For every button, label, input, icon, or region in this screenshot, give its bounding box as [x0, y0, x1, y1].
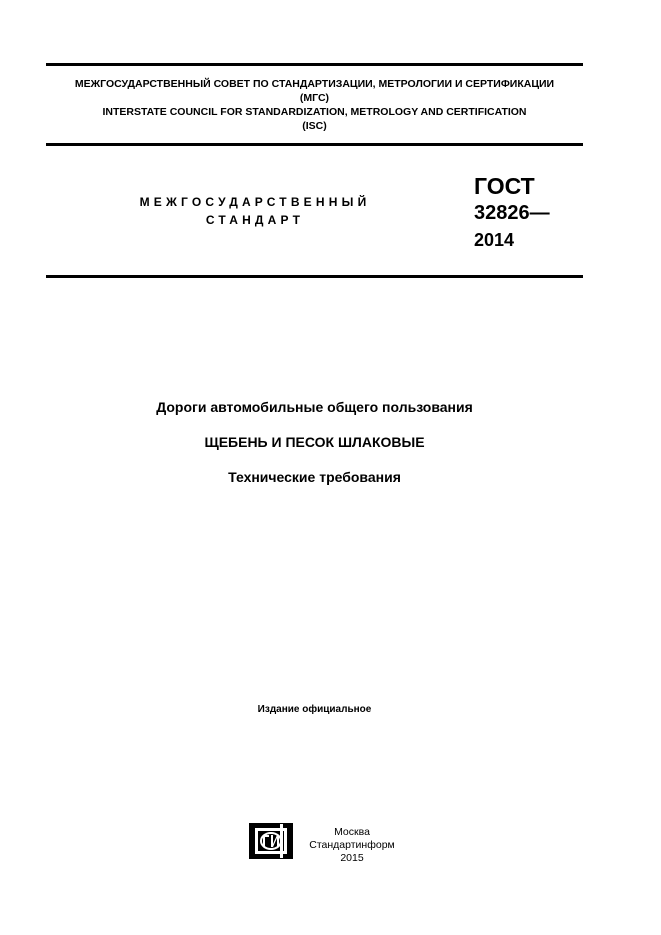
council-name-en: INTERSTATE COUNCIL FOR STANDARDIZATION, METROLOGY AND CERTIFICATION — [102, 106, 527, 118]
document-main-title: ЩЕБЕНЬ И ПЕСОК ШЛАКОВЫЕ — [204, 434, 425, 450]
top-rule — [46, 63, 583, 66]
document-subtitle: Технические требования — [228, 469, 401, 485]
publisher-year: 2015 — [340, 852, 364, 864]
edition-label: Издание официальное — [257, 704, 372, 715]
document-field-title: Дороги автомобильные общего пользования — [156, 399, 473, 415]
gost-label: ГОСТ — [474, 173, 535, 199]
gost-year: 2014 — [474, 230, 515, 250]
standard-type-line2: СТАНДАРТ — [205, 213, 305, 227]
council-abbr-ru: (МГС) — [299, 92, 330, 104]
council-abbr-en: (ISC) — [302, 120, 327, 132]
publisher-info — [300, 826, 404, 865]
publisher-name: Стандартинформ — [309, 839, 395, 851]
council-name-ru: МЕЖГОСУДАРСТВЕННЫЙ СОВЕТ ПО СТАНДАРТИЗАЦИИ, МЕТРОЛОГИИ И СЕРТИФИКАЦИИ — [74, 78, 555, 90]
standard-designation — [474, 173, 550, 254]
standartinform-logo-icon — [249, 823, 293, 859]
publisher-city: Москва — [334, 826, 370, 838]
council-header — [46, 77, 583, 133]
gost-number: 32826— — [474, 202, 550, 224]
standard-type — [100, 193, 410, 229]
standard-type-line1: МЕЖГОСУДАРСТВЕННЫЙ — [139, 195, 371, 209]
council-rule — [46, 143, 583, 146]
header-bottom-rule — [46, 275, 583, 278]
